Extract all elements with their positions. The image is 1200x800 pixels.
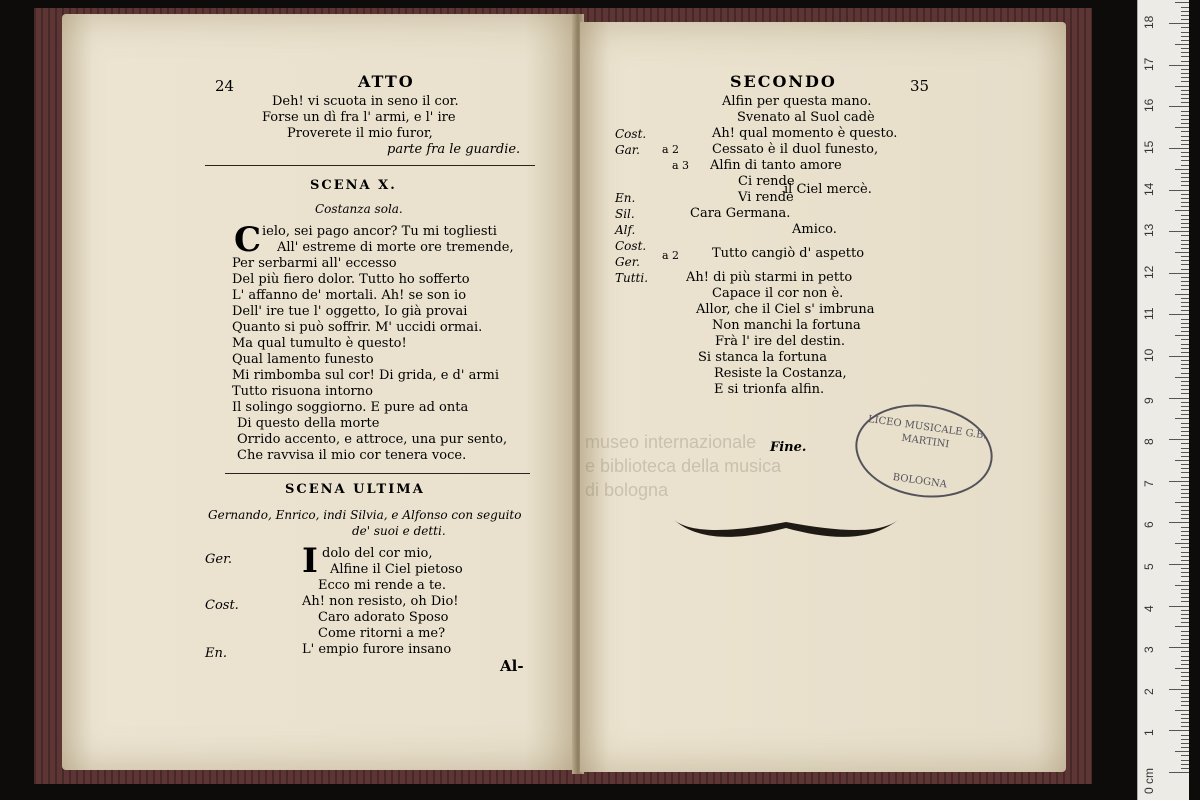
ruler-tick: [1181, 227, 1189, 228]
ruler-tick: [1181, 747, 1189, 748]
ruler-tick: [1181, 535, 1189, 536]
verse-line: Deh! vi scuota in seno il cor.: [272, 94, 459, 109]
ruler-tick: [1175, 335, 1189, 336]
speaker-label: Alf.: [615, 223, 636, 237]
ruler-tick: [1181, 144, 1189, 145]
ruler-number: 6: [1142, 521, 1156, 529]
section-rule: [225, 473, 530, 474]
verse-line: Qual lamento funesto: [232, 352, 374, 367]
ruler-tick: [1181, 173, 1189, 174]
ruler-tick: [1181, 618, 1189, 619]
ruler-number: 11: [1142, 307, 1156, 321]
ruler-tick: [1181, 194, 1189, 195]
ruler-tick: [1181, 406, 1189, 407]
ruler-tick: [1169, 606, 1189, 607]
ruler-tick: [1181, 36, 1189, 37]
verse-line: Come ritorni a me?: [318, 626, 446, 641]
ruler-tick: [1181, 768, 1189, 769]
ruler-tick: [1181, 743, 1189, 744]
ruler-tick: [1181, 497, 1189, 498]
ruler-tick: [1181, 493, 1189, 494]
ruler-tick: [1169, 148, 1189, 149]
ruler-tick: [1181, 443, 1189, 444]
ruler-number: 15: [1142, 140, 1156, 154]
verse-line: Capace il cor non è.: [712, 286, 844, 301]
ruler-tick: [1181, 560, 1189, 561]
ruler-tick: [1181, 152, 1189, 153]
ruler-tick: [1181, 676, 1189, 677]
measurement-ruler: [1137, 0, 1189, 800]
ruler-tick: [1175, 294, 1189, 295]
ruler-tick: [1181, 264, 1189, 265]
ruler-tick: [1181, 373, 1189, 374]
ruler-tick: [1181, 90, 1189, 91]
verse-line: Ah! non resisto, oh Dio!: [302, 594, 459, 609]
ruler-number: 4: [1142, 604, 1156, 612]
ruler-number: 18: [1142, 15, 1156, 30]
ruler-tick: [1169, 190, 1189, 191]
ruler-tick: [1181, 32, 1189, 33]
speaker-label: Tutti.: [615, 271, 649, 285]
ruler-number: 16: [1142, 99, 1156, 113]
catchword: Al-: [500, 657, 524, 675]
ruler-tick: [1181, 364, 1189, 365]
ruler-tick: [1181, 160, 1189, 161]
ruler-tick: [1181, 73, 1189, 74]
ruler-tick: [1181, 339, 1189, 340]
left-running-head: ATTO: [358, 72, 415, 91]
ruler-tick: [1181, 635, 1189, 636]
ruler-tick: [1181, 240, 1189, 241]
ruler-tick: [1181, 452, 1189, 453]
ruler-tick: [1181, 643, 1189, 644]
ensemble-mark: a 3: [672, 159, 690, 172]
ruler-tick: [1181, 680, 1189, 681]
ruler-tick: [1181, 435, 1189, 436]
ruler-tick: [1181, 693, 1189, 694]
ruler-tick: [1181, 48, 1189, 49]
ruler-tick: [1181, 489, 1189, 490]
scene-title: SCENA ULTIMA: [285, 482, 425, 497]
ruler-tick: [1181, 393, 1189, 394]
ruler-tick: [1181, 260, 1189, 261]
ruler-number: 7: [1142, 480, 1156, 487]
ruler-tick: [1181, 423, 1189, 424]
ruler-tick: [1181, 547, 1189, 548]
ruler-tick: [1181, 518, 1189, 519]
ruler-tick: [1181, 7, 1189, 8]
ruler-tick: [1181, 219, 1189, 220]
verse-line: E si trionfa alfin.: [714, 382, 825, 397]
verse-line: Alfin per questa mano.: [722, 94, 872, 109]
ruler-tick: [1181, 614, 1189, 615]
ruler-tick: [1181, 639, 1189, 640]
drop-cap: C: [234, 220, 262, 260]
ruler-tick: [1181, 402, 1189, 403]
ruler-tick: [1181, 664, 1189, 665]
verse-line: Caro adorato Sposo: [318, 610, 449, 625]
ruler-tick: [1169, 481, 1189, 482]
tailpiece-ornament: [670, 512, 902, 546]
verse-line: Svenato al Suol cadè: [737, 110, 875, 125]
ruler-tick: [1181, 672, 1189, 673]
verse-line: Del più fiero dolor. Tutto ho sofferto: [232, 272, 470, 287]
speaker-label: Cost.: [615, 239, 647, 253]
ruler-tick: [1181, 185, 1189, 186]
ruler-tick: [1181, 456, 1189, 457]
ruler-tick: [1181, 581, 1189, 582]
verse-line: Ma qual tumulto è questo!: [232, 336, 407, 351]
ruler-tick: [1181, 539, 1189, 540]
ruler-tick: [1181, 414, 1189, 415]
verse-line: Forse un dì fra l' armi, e l' ire: [262, 110, 456, 125]
verse-line: Cara Germana.: [690, 206, 791, 221]
ruler-tick: [1181, 506, 1189, 507]
ruler-tick: [1181, 714, 1189, 715]
ruler-tick: [1181, 19, 1189, 20]
ruler-tick: [1181, 718, 1189, 719]
ruler-tick: [1181, 593, 1189, 594]
ruler-number: 14: [1142, 182, 1156, 196]
ruler-tick: [1181, 764, 1189, 765]
right-running-head: SECONDO: [730, 72, 837, 91]
ruler-tick: [1181, 235, 1189, 236]
ruler-tick: [1175, 252, 1189, 253]
ruler-tick: [1181, 77, 1189, 78]
ruler-tick: [1181, 81, 1189, 82]
ruler-tick: [1181, 722, 1189, 723]
ruler-tick: [1181, 115, 1189, 116]
ruler-tick: [1181, 697, 1189, 698]
verse-line: Resiste la Costanza,: [714, 366, 847, 381]
ruler-tick: [1169, 106, 1189, 107]
ruler-tick: [1181, 111, 1189, 112]
ruler-tick: [1181, 319, 1189, 320]
verse-line: Che ravvisa il mio cor tenera voce.: [237, 448, 467, 463]
speaker-label: En.: [205, 646, 227, 661]
ruler-tick: [1181, 735, 1189, 736]
speaker-label: Sil.: [615, 207, 635, 221]
ruler-tick: [1181, 298, 1189, 299]
drop-cap: I: [302, 541, 318, 581]
ruler-tick: [1169, 23, 1189, 24]
ruler-tick: [1169, 730, 1189, 731]
left-page-number: 24: [215, 77, 235, 95]
ruler-tick: [1181, 572, 1189, 573]
ruler-tick: [1181, 597, 1189, 598]
scene-title: SCENA X.: [310, 178, 397, 193]
ruler-tick: [1181, 248, 1189, 249]
verse-line: Mi rimbomba sul cor! Di grida, e d' armi: [232, 368, 500, 383]
verse-line: il Ciel mercè.: [784, 182, 872, 197]
ruler-tick: [1181, 119, 1189, 120]
verse-line: Tutto risuona intorno: [232, 384, 373, 399]
ruler-tick: [1169, 522, 1189, 523]
ruler-number: 13: [1142, 223, 1156, 238]
ruler-tick: [1181, 198, 1189, 199]
ruler-tick: [1181, 576, 1189, 577]
ruler-tick: [1181, 202, 1189, 203]
ruler-tick: [1181, 94, 1189, 95]
ruler-tick: [1181, 323, 1189, 324]
verse-line: Cessato è il duol funesto,: [712, 142, 879, 157]
watermark: museo internazionale e biblioteca della musica di bologna: [585, 432, 782, 500]
ruler-number: 5: [1142, 563, 1156, 570]
ruler-tick: [1181, 631, 1189, 632]
ruler-tick: [1181, 527, 1189, 528]
ruler-tick: [1181, 15, 1189, 16]
ensemble-mark: a 2: [662, 249, 680, 262]
verse-line: Il solingo soggiorno. E pure ad onta: [232, 400, 469, 415]
ruler-tick: [1181, 40, 1189, 41]
ruler-tick: [1181, 223, 1189, 224]
ruler-tick: [1169, 398, 1189, 399]
verse-line: L' empio furore insano: [302, 642, 452, 657]
ruler-tick: [1181, 244, 1189, 245]
ruler-tick: [1169, 356, 1189, 357]
end-word: Fine.: [770, 440, 807, 455]
ruler-tick: [1181, 123, 1189, 124]
ruler-tick: [1169, 314, 1189, 315]
ruler-tick: [1181, 360, 1189, 361]
ruler-tick: [1181, 755, 1189, 756]
ruler-tick: [1181, 352, 1189, 353]
ruler-tick: [1181, 285, 1189, 286]
ruler-tick: [1175, 377, 1189, 378]
ruler-tick: [1181, 215, 1189, 216]
verse-line: Proverete il mio furor,: [287, 126, 433, 141]
ruler-tick: [1181, 726, 1189, 727]
ruler-tick: [1181, 131, 1189, 132]
ruler-tick: [1175, 668, 1189, 669]
ruler-tick: [1181, 385, 1189, 386]
ruler-tick: [1181, 165, 1189, 166]
ruler-tick: [1169, 689, 1189, 690]
ruler-tick: [1181, 410, 1189, 411]
ruler-tick: [1181, 610, 1189, 611]
ruler-tick: [1181, 69, 1189, 70]
ruler-tick: [1181, 622, 1189, 623]
ruler-tick: [1181, 27, 1189, 28]
verse-line: Alfine il Ciel pietoso: [330, 562, 463, 577]
section-rule: [205, 165, 535, 166]
verse-line: Ah! di più starmi in petto: [686, 270, 853, 285]
ruler-tick: [1181, 177, 1189, 178]
verse-line: Vi rende: [738, 190, 794, 205]
ruler-tick: [1181, 344, 1189, 345]
stage-direction: parte fra le guardie.: [387, 142, 521, 157]
ruler-tick: [1175, 86, 1189, 87]
verse-line: All' estreme di morte ore tremende,: [277, 240, 514, 255]
ruler-tick: [1181, 52, 1189, 53]
verse-line: L' affanno de' mortali. Ah! se son io: [232, 288, 467, 303]
ruler-tick: [1181, 468, 1189, 469]
ruler-tick: [1181, 281, 1189, 282]
verse-line: Non manchi la fortuna: [712, 318, 861, 333]
verse-line: Per serbarmi all' eccesso: [232, 256, 397, 271]
ruler-tick: [1181, 368, 1189, 369]
ruler-tick: [1175, 44, 1189, 45]
ruler-tick: [1181, 552, 1189, 553]
ruler-label: 0 cm: [1142, 767, 1156, 794]
ruler-tick: [1181, 701, 1189, 702]
ruler-tick: [1181, 331, 1189, 332]
speaker-label: Gar.: [615, 143, 640, 157]
ruler-tick: [1175, 418, 1189, 419]
ruler-tick: [1169, 647, 1189, 648]
ruler-tick: [1175, 543, 1189, 544]
speaker-label: Ger.: [205, 552, 232, 567]
ruler-tick: [1181, 302, 1189, 303]
speaker-label: Ger.: [615, 255, 640, 269]
verse-line: Quanto si può soffrir. M' uccidi ormai.: [232, 320, 483, 335]
library-stamp: LICEO MUSICALE G.B. MARTINI BOLOGNA: [849, 396, 998, 506]
ruler-number: 12: [1142, 265, 1156, 279]
verse-line: Frà l' ire del destin.: [715, 334, 846, 349]
ruler-tick: [1181, 685, 1189, 686]
ruler-number: 2: [1142, 688, 1156, 695]
ruler-tick: [1175, 2, 1189, 3]
ruler-tick: [1181, 589, 1189, 590]
ruler-tick: [1181, 277, 1189, 278]
ruler-tick: [1181, 601, 1189, 602]
ruler-tick: [1181, 464, 1189, 465]
ruler-tick: [1181, 531, 1189, 532]
verse-line: Si stanca la fortuna: [698, 350, 827, 365]
ruler-tick: [1181, 472, 1189, 473]
ensemble-mark: a 2: [662, 143, 680, 156]
ruler-tick: [1175, 169, 1189, 170]
speaker-label: Cost.: [205, 598, 239, 613]
ruler-number: 8: [1142, 438, 1156, 446]
verse-line: ielo, sei pago ancor? Tu mi togliesti: [262, 224, 497, 239]
ruler-tick: [1181, 206, 1189, 207]
ruler-tick: [1181, 431, 1189, 432]
verse-line: dolo del cor mio,: [322, 546, 433, 561]
ruler-tick: [1181, 140, 1189, 141]
verse-line: Orrido accento, e attroce, una pur sento,: [237, 432, 508, 447]
ruler-tick: [1181, 269, 1189, 270]
ruler-tick: [1181, 427, 1189, 428]
ruler-tick: [1181, 306, 1189, 307]
scene-subtitle: Gernando, Enrico, indi Silvia, e Alfonso con seguito: [208, 508, 522, 522]
ruler-tick: [1175, 127, 1189, 128]
verse-line: Tutto cangiò d' aspetto: [712, 246, 865, 261]
ruler-tick: [1181, 56, 1189, 57]
verse-line: Ah! qual momento è questo.: [712, 126, 898, 141]
ruler-tick: [1181, 448, 1189, 449]
ruler-tick: [1181, 760, 1189, 761]
ruler-tick: [1181, 510, 1189, 511]
ruler-tick: [1181, 61, 1189, 62]
verse-line: Ci rende: [738, 174, 795, 189]
speaker-label: En.: [615, 191, 636, 205]
verse-line: Alfin di tanto amore: [710, 158, 842, 173]
speaker-label: Cost.: [615, 127, 647, 141]
ruler-tick: [1181, 656, 1189, 657]
ruler-tick: [1169, 439, 1189, 440]
ruler-tick: [1175, 210, 1189, 211]
verse-line: Dell' ire tue l' oggetto, Io già provai: [232, 304, 468, 319]
ruler-tick: [1181, 156, 1189, 157]
scene-subtitle: de' suoi e detti.: [352, 524, 446, 538]
ruler-tick: [1175, 710, 1189, 711]
verse-line: Ecco mi rende a te.: [318, 578, 446, 593]
verse-line: Di questo della morte: [237, 416, 380, 431]
ruler-tick: [1181, 289, 1189, 290]
ruler-tick: [1181, 102, 1189, 103]
ruler-tick: [1169, 564, 1189, 565]
right-page-number: 35: [910, 77, 930, 95]
ruler-tick: [1181, 651, 1189, 652]
ruler-tick: [1181, 381, 1189, 382]
ruler-tick: [1181, 310, 1189, 311]
ruler-tick: [1175, 502, 1189, 503]
ruler-number: 17: [1142, 57, 1156, 71]
ruler-tick: [1181, 327, 1189, 328]
ruler-number: 9: [1142, 396, 1156, 404]
ruler-tick: [1181, 739, 1189, 740]
ruler-tick: [1169, 772, 1189, 773]
ruler-tick: [1181, 705, 1189, 706]
ruler-tick: [1181, 660, 1189, 661]
ruler-tick: [1181, 181, 1189, 182]
ruler-tick: [1181, 136, 1189, 137]
ruler-tick: [1175, 626, 1189, 627]
ruler-number: 10: [1142, 348, 1156, 362]
ruler-tick: [1181, 485, 1189, 486]
ruler-tick: [1169, 65, 1189, 66]
verse-line: Allor, che il Ciel s' imbruna: [696, 302, 875, 317]
ruler-tick: [1181, 348, 1189, 349]
ruler-tick: [1169, 231, 1189, 232]
ruler-tick: [1181, 98, 1189, 99]
scene-subtitle: Costanza sola.: [315, 202, 403, 216]
ruler-number: 3: [1142, 646, 1156, 654]
ruler-tick: [1181, 389, 1189, 390]
ruler-tick: [1181, 556, 1189, 557]
ruler-tick: [1181, 256, 1189, 257]
ruler-tick: [1169, 273, 1189, 274]
ruler-tick: [1175, 585, 1189, 586]
ruler-tick: [1181, 477, 1189, 478]
ruler-number: 1: [1142, 729, 1156, 737]
ruler-tick: [1175, 751, 1189, 752]
verse-line: Amico.: [792, 222, 837, 237]
ruler-tick: [1181, 568, 1189, 569]
ruler-tick: [1175, 460, 1189, 461]
ruler-tick: [1181, 11, 1189, 12]
ruler-tick: [1181, 514, 1189, 515]
